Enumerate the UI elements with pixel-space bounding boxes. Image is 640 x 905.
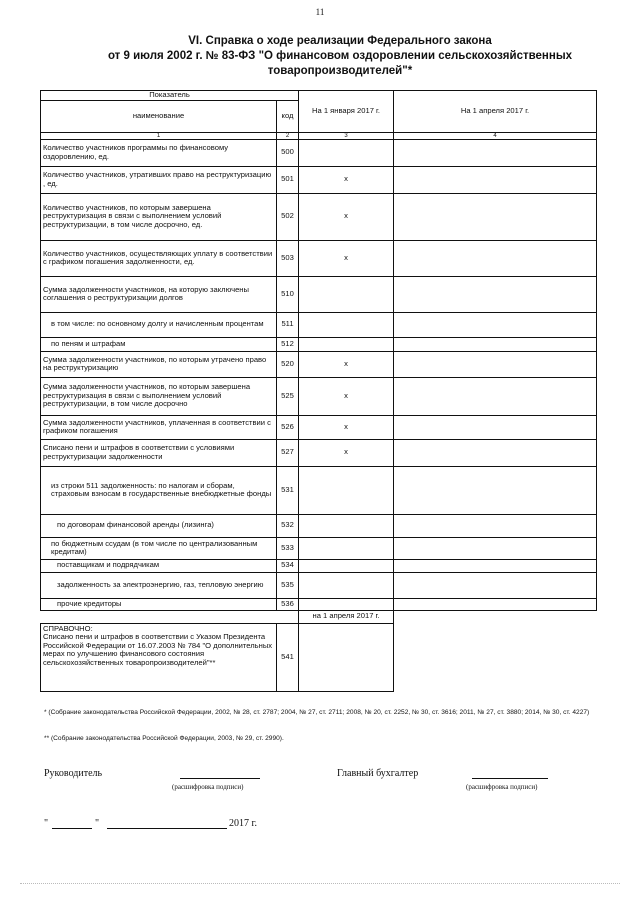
row-code: 534 bbox=[277, 559, 299, 572]
date-quote-close: " bbox=[95, 818, 100, 829]
row-name: поставщикам и подрядчикам bbox=[41, 559, 277, 572]
title-line-1: VI. Справка о ходе реализации Федерального закона bbox=[188, 35, 492, 47]
accountant-signature-caption: (расшифровка подписи) bbox=[466, 783, 538, 791]
row-value-jan bbox=[299, 514, 394, 537]
row-value-jan: x bbox=[299, 439, 394, 466]
table-row bbox=[41, 337, 597, 351]
reference-row bbox=[41, 623, 597, 691]
row-value-jan: x bbox=[299, 351, 394, 377]
row-code: 500 bbox=[277, 139, 299, 166]
row-value-apr bbox=[394, 337, 597, 351]
footnote-1: * (Собрание законодательства Российской Федерации, 2002, № 28, ст. 2787; 2004, № 27, ст. 2711; 2008, № 20, ст. 2252, № 30, ст. 3616; 2011, № 27, ст. 3880; 2014, № 30, ст. 4227) bbox=[44, 709, 590, 716]
row-value-apr bbox=[394, 377, 597, 415]
table-row bbox=[41, 572, 597, 598]
row-name: из строки 511 задолженность: по налогам и сборам, страховым взносам в государственные внебюджетные фонды bbox=[41, 466, 277, 514]
colnum-1: 1 bbox=[41, 132, 277, 139]
footnote-2: ** (Собрание законодательства Российской Федерации, 2003, № 29, ст. 2990). bbox=[44, 735, 284, 742]
header-code: код bbox=[277, 100, 299, 132]
table-row bbox=[41, 415, 597, 439]
row-value-jan bbox=[299, 598, 394, 610]
table-row bbox=[41, 166, 597, 193]
reference-date-header: на 1 апреля 2017 г. bbox=[299, 610, 394, 623]
table-row bbox=[41, 439, 597, 466]
page-number: 11 bbox=[315, 7, 325, 17]
row-code: 503 bbox=[277, 240, 299, 276]
table-row bbox=[41, 139, 597, 166]
row-code: 512 bbox=[277, 337, 299, 351]
row-name: Количество участников программы по финансовому оздоровлению, ед. bbox=[41, 139, 277, 166]
row-code: 525 bbox=[277, 377, 299, 415]
table-row bbox=[41, 276, 597, 312]
title-line-3: товаропроизводителей"* bbox=[267, 65, 413, 77]
reference-text-cell bbox=[41, 623, 277, 691]
row-code: 502 bbox=[277, 193, 299, 240]
row-name: в том числе: по основному долгу и начисленным процентам bbox=[41, 312, 277, 337]
report-table bbox=[40, 90, 597, 692]
reference-text: Списано пени и штрафов в соответствии с Указом Президента Российской Федерации от 16.07.2003 № 784 "О дополнительных мерах по улучшению финансового состояния сельскохозяйственных товаропроизводителей"** bbox=[43, 632, 273, 667]
row-value-apr bbox=[394, 559, 597, 572]
header-indicator: Показатель bbox=[41, 91, 299, 101]
row-name: Сумма задолженности участников, по которым утрачено право на реструктуризацию bbox=[41, 351, 277, 377]
row-value-jan bbox=[299, 466, 394, 514]
row-value-jan: x bbox=[299, 240, 394, 276]
row-name: по бюджетным ссудам (в том числе по централизованным кредитам) bbox=[41, 537, 277, 559]
row-name: Количество участников, утративших право на реструктуризацию , ед. bbox=[41, 166, 277, 193]
table-row bbox=[41, 193, 597, 240]
row-name: Сумма задолженности участников, на которую заключены соглашения о реструктуризации долгов bbox=[41, 276, 277, 312]
colnum-2: 2 bbox=[277, 132, 299, 139]
row-value-apr bbox=[394, 166, 597, 193]
row-value-apr bbox=[394, 572, 597, 598]
row-code: 510 bbox=[277, 276, 299, 312]
date-month-line bbox=[107, 828, 227, 829]
date-quote-open: " bbox=[44, 818, 49, 829]
table-row bbox=[41, 312, 597, 337]
header-name: наименование bbox=[41, 100, 277, 132]
row-value-apr bbox=[394, 139, 597, 166]
reference-value bbox=[299, 623, 394, 691]
row-value-apr bbox=[394, 598, 597, 610]
row-value-apr bbox=[394, 439, 597, 466]
row-value-apr bbox=[394, 466, 597, 514]
row-name: прочие кредиторы bbox=[41, 598, 277, 610]
row-name: Сумма задолженности участников, по которым завершена реструктуризация в связи с выполнением условий реструктуризации, в том числе досрочно bbox=[41, 377, 277, 415]
row-name: по договорам финансовой аренды (лизинга) bbox=[41, 514, 277, 537]
row-value-apr bbox=[394, 415, 597, 439]
accountant-signature-line bbox=[472, 778, 548, 779]
row-value-jan bbox=[299, 337, 394, 351]
row-code: 531 bbox=[277, 466, 299, 514]
row-code: 501 bbox=[277, 166, 299, 193]
row-value-jan: x bbox=[299, 415, 394, 439]
date-year: 2017 г. bbox=[229, 818, 257, 829]
row-code: 527 bbox=[277, 439, 299, 466]
table-row bbox=[41, 559, 597, 572]
row-value-jan: x bbox=[299, 377, 394, 415]
row-name: Сумма задолженности участников, уплаченная в соответствии с графиком погашения bbox=[41, 415, 277, 439]
row-name: Количество участников, осуществляющих уплату в соответствии с графиком погашения задолженности, ед. bbox=[41, 240, 277, 276]
table-row bbox=[41, 466, 597, 514]
row-value-apr bbox=[394, 193, 597, 240]
reference-label: СПРАВОЧНО: bbox=[43, 623, 93, 633]
table-row bbox=[41, 240, 597, 276]
head-label: Руководитель bbox=[44, 768, 103, 779]
date-day-line bbox=[52, 828, 92, 829]
table-row bbox=[41, 514, 597, 537]
row-code: 532 bbox=[277, 514, 299, 537]
bottom-divider bbox=[20, 883, 620, 884]
table-row bbox=[41, 351, 597, 377]
title-line-2: от 9 июля 2002 г. № 83-ФЗ "О финансовом оздоровлении сельскохозяйственных bbox=[107, 50, 573, 62]
row-code: 520 bbox=[277, 351, 299, 377]
row-value-jan bbox=[299, 139, 394, 166]
header-apr: На 1 апреля 2017 г. bbox=[394, 91, 597, 133]
row-name: Количество участников, по которым завершена реструктуризация в связи с выполнением условий реструктуризации, в том числе досрочно, ед. bbox=[41, 193, 277, 240]
row-value-jan bbox=[299, 312, 394, 337]
table-row bbox=[41, 377, 597, 415]
row-code: 536 bbox=[277, 598, 299, 610]
row-value-apr bbox=[394, 514, 597, 537]
row-name: по пеням и штрафам bbox=[41, 337, 277, 351]
row-value-apr bbox=[394, 276, 597, 312]
row-value-jan bbox=[299, 572, 394, 598]
row-code: 533 bbox=[277, 537, 299, 559]
document-title bbox=[60, 34, 620, 79]
row-value-jan: x bbox=[299, 193, 394, 240]
row-value-apr bbox=[394, 351, 597, 377]
accountant-label: Главный бухгалтер bbox=[337, 768, 419, 779]
colnum-4: 4 bbox=[394, 132, 597, 139]
row-value-jan bbox=[299, 276, 394, 312]
table-row bbox=[41, 598, 597, 610]
row-value-jan: x bbox=[299, 166, 394, 193]
row-name: задолженность за электроэнергию, газ, тепловую энергию bbox=[41, 572, 277, 598]
row-name: Списано пени и штрафов в соответствии с условиями реструктуризации задолженности bbox=[41, 439, 277, 466]
row-value-jan bbox=[299, 559, 394, 572]
table-row bbox=[41, 537, 597, 559]
row-value-apr bbox=[394, 537, 597, 559]
row-code: 526 bbox=[277, 415, 299, 439]
row-value-jan bbox=[299, 537, 394, 559]
header-jan: На 1 января 2017 г. bbox=[299, 91, 394, 133]
head-signature-line bbox=[180, 778, 260, 779]
row-code: 511 bbox=[277, 312, 299, 337]
head-signature-caption: (расшифровка подписи) bbox=[172, 783, 244, 791]
row-value-apr bbox=[394, 240, 597, 276]
colnum-3: 3 bbox=[299, 132, 394, 139]
row-code: 535 bbox=[277, 572, 299, 598]
row-value-apr bbox=[394, 312, 597, 337]
reference-code: 541 bbox=[277, 623, 299, 691]
